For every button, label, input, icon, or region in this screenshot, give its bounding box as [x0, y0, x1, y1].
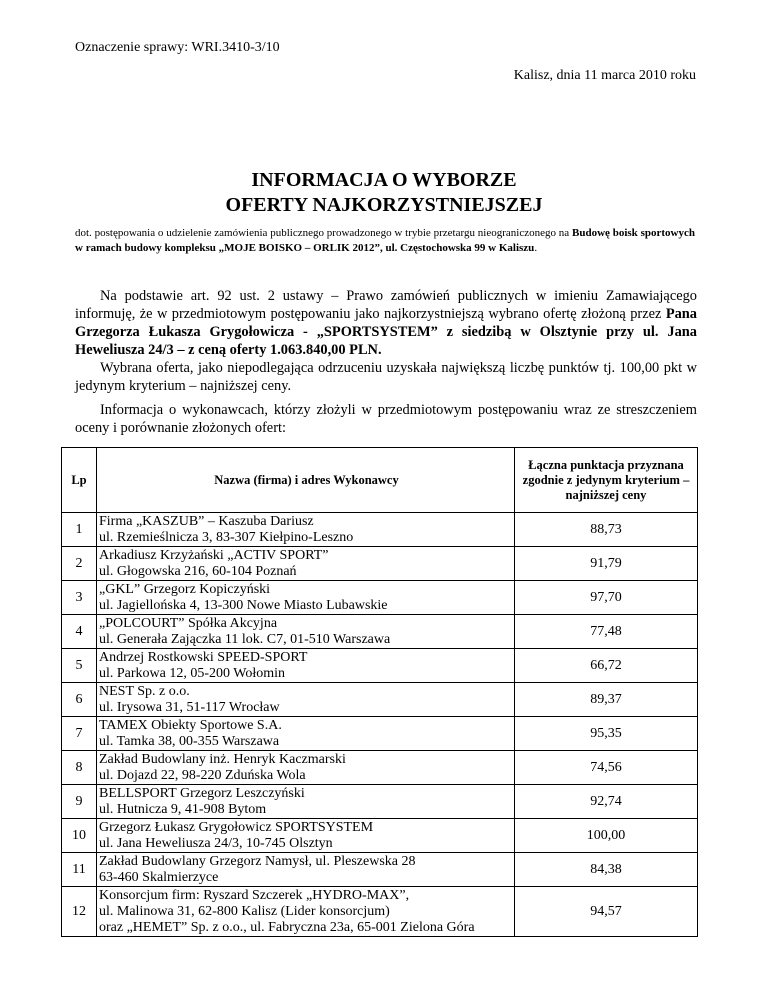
contractor-name-address: [97, 615, 515, 649]
score-value: 97,70: [515, 581, 698, 615]
paragraph-contractors-intro: Informacja o wykonawcach, którzy złożyli w przedmiotowym postępowaniu wraz ze streszczeniem oceny i porównanie złożonych ofert:: [75, 402, 697, 436]
contractor-line: ul. Głogowska 216, 60-104 Poznań: [99, 563, 297, 579]
subject-intro: dot. postępowania o udzielenie zamówienia publicznego prowadzonego w trybie przetargu nieograniczonego na: [75, 227, 572, 239]
contractor-name-address: [97, 717, 515, 751]
score-value: 66,72: [515, 649, 698, 683]
contractor-line: Grzegorz Łukasz Grygołowicz SPORTSYSTEM: [99, 819, 374, 835]
score-value: 91,79: [515, 547, 698, 581]
row-number: 9: [62, 785, 97, 819]
score-value: 94,57: [515, 887, 698, 937]
contractor-line: TAMEX Obiekty Sportowe S.A.: [99, 717, 282, 733]
contractor-name-address: [97, 581, 515, 615]
table-row: [62, 717, 698, 751]
contractor-line: ul. Generała Zajączka 11 lok. C7, 01-510 Warszawa: [99, 631, 391, 647]
paragraph-selection-text: Na podstawie art. 92 ust. 2 ustawy – Prawo zamówień publicznych w imieniu Zamawiającego informuję, że w przedmiotowym postępowaniu jako najkorzystniejszą wybrano ofertę złożoną przez: [75, 288, 697, 322]
row-number: 3: [62, 581, 97, 615]
table-row: [62, 615, 698, 649]
score-value: 89,37: [515, 683, 698, 717]
contractor-line: ul. Hutnicza 9, 41-908 Bytom: [99, 801, 267, 817]
header-contractor: Nazwa (firma) i adres Wykonawcy: [97, 448, 515, 513]
subject-procurement-name: Budowę boisk sportowych w ramach budowy kompleksu „MOJE BOISKO – ORLIK 2012”, ul. Częstochowska 99 w Kaliszu: [75, 227, 695, 254]
contractor-name-address: [97, 547, 515, 581]
table-row: [62, 887, 698, 937]
contractor-line: 63-460 Skalmierzyce: [99, 869, 219, 885]
contractor-line: Zakład Budowlany inż. Henryk Kaczmarski: [99, 751, 346, 767]
score-value: 77,48: [515, 615, 698, 649]
score-value: 92,74: [515, 785, 698, 819]
score-value: 88,73: [515, 513, 698, 547]
contractor-line: ul. Irysowa 31, 51-117 Wrocław: [99, 699, 280, 715]
row-number: 11: [62, 853, 97, 887]
contractor-name-address: [97, 785, 515, 819]
contractor-line: „POLCOURT” Spółka Akcyjna: [99, 615, 278, 631]
score-value: 74,56: [515, 751, 698, 785]
place-and-date: Kalisz, dnia 11 marca 2010 roku: [513, 68, 696, 83]
contractor-name-address: [97, 887, 515, 937]
title-line-2: OFERTY NAJKORZYSTNIEJSZEJ: [225, 194, 543, 216]
score-value: 84,38: [515, 853, 698, 887]
paragraph-selection: [75, 287, 697, 359]
score-value: 95,35: [515, 717, 698, 751]
table-row: [62, 513, 698, 547]
contractor-line: ul. Malinowa 31, 62-800 Kalisz (Lider konsorcjum): [99, 903, 390, 919]
contractor-name-address: [97, 751, 515, 785]
title-line-1: INFORMACJA O WYBORZE: [251, 169, 517, 191]
table-header-row: [62, 448, 698, 513]
offers-table: [61, 447, 698, 937]
offers-table-body: [62, 513, 698, 937]
header-score: Łączna punktacja przyznana zgodnie z jedynym kryterium – najniższej ceny: [515, 448, 698, 513]
table-row: [62, 751, 698, 785]
table-row: [62, 853, 698, 887]
contractor-name-address: [97, 853, 515, 887]
contractor-line: „GKL” Grzegorz Kopiczyński: [99, 581, 271, 597]
contractor-line: oraz „HEMET” Sp. z o.o., ul. Fabryczna 23a, 65-001 Zielona Góra: [99, 919, 475, 935]
contractor-line: Andrzej Rostkowski SPEED-SPORT: [99, 649, 308, 665]
contractor-line: BELLSPORT Grzegorz Leszczyński: [99, 785, 305, 801]
document-title: [0, 168, 768, 218]
table-row: [62, 819, 698, 853]
contractor-line: ul. Parkowa 12, 05-200 Wołomin: [99, 665, 286, 681]
paragraph-points: Wybrana oferta, jako niepodlegająca odrzuceniu uzyskała największą liczbę punktów tj. 100,00 pkt w jedynym kryterium – najniższej ceny.: [75, 360, 697, 394]
contractor-line: ul. Rzemieślnicza 3, 83-307 Kiełpino-Leszno: [99, 529, 354, 545]
subject-paragraph: [75, 226, 695, 256]
case-reference: Oznaczenie sprawy: WRI.3410-3/10: [75, 40, 280, 55]
contractor-name-address: [97, 649, 515, 683]
contractor-name-address: [97, 683, 515, 717]
row-number: 2: [62, 547, 97, 581]
contractor-line: Zakład Budowlany Grzegorz Namysł, ul. Pleszewska 28: [99, 853, 416, 869]
table-row: [62, 581, 698, 615]
contractor-line: ul. Jana Heweliusza 24/3, 10-745 Olsztyn: [99, 835, 333, 851]
row-number: 12: [62, 887, 97, 937]
table-row: [62, 547, 698, 581]
contractor-name-address: [97, 819, 515, 853]
subject-end: .: [534, 242, 538, 254]
row-number: 7: [62, 717, 97, 751]
body-text: [75, 287, 697, 437]
selected-offer: Pana Grzegorza Łukasza Grygołowicza - „SPORTSYSTEM” z siedzibą w Olsztynie przy ul. Jana Heweliusza 24/3 – z ceną oferty 1.063.840,00 PLN.: [75, 306, 697, 358]
table-row: [62, 649, 698, 683]
contractor-name-address: [97, 513, 515, 547]
contractor-line: ul. Tamka 38, 00-355 Warszawa: [99, 733, 280, 749]
contractor-line: ul. Dojazd 22, 98-220 Zduńska Wola: [99, 767, 306, 783]
row-number: 5: [62, 649, 97, 683]
contractor-line: Arkadiusz Krzyżański „ACTIV SPORT”: [99, 547, 329, 563]
header-lp: Lp: [62, 448, 97, 513]
table-row: [62, 683, 698, 717]
row-number: 1: [62, 513, 97, 547]
row-number: 8: [62, 751, 97, 785]
contractor-line: ul. Jagiellońska 4, 13-300 Nowe Miasto Lubawskie: [99, 597, 388, 613]
contractor-line: Firma „KASZUB” – Kaszuba Dariusz: [99, 513, 314, 529]
row-number: 4: [62, 615, 97, 649]
table-row: [62, 785, 698, 819]
contractor-line: Konsorcjum firm: Ryszard Szczerek „HYDRO-MAX”,: [99, 887, 410, 903]
row-number: 6: [62, 683, 97, 717]
row-number: 10: [62, 819, 97, 853]
score-value: 100,00: [515, 819, 698, 853]
contractor-line: NEST Sp. z o.o.: [99, 683, 190, 699]
